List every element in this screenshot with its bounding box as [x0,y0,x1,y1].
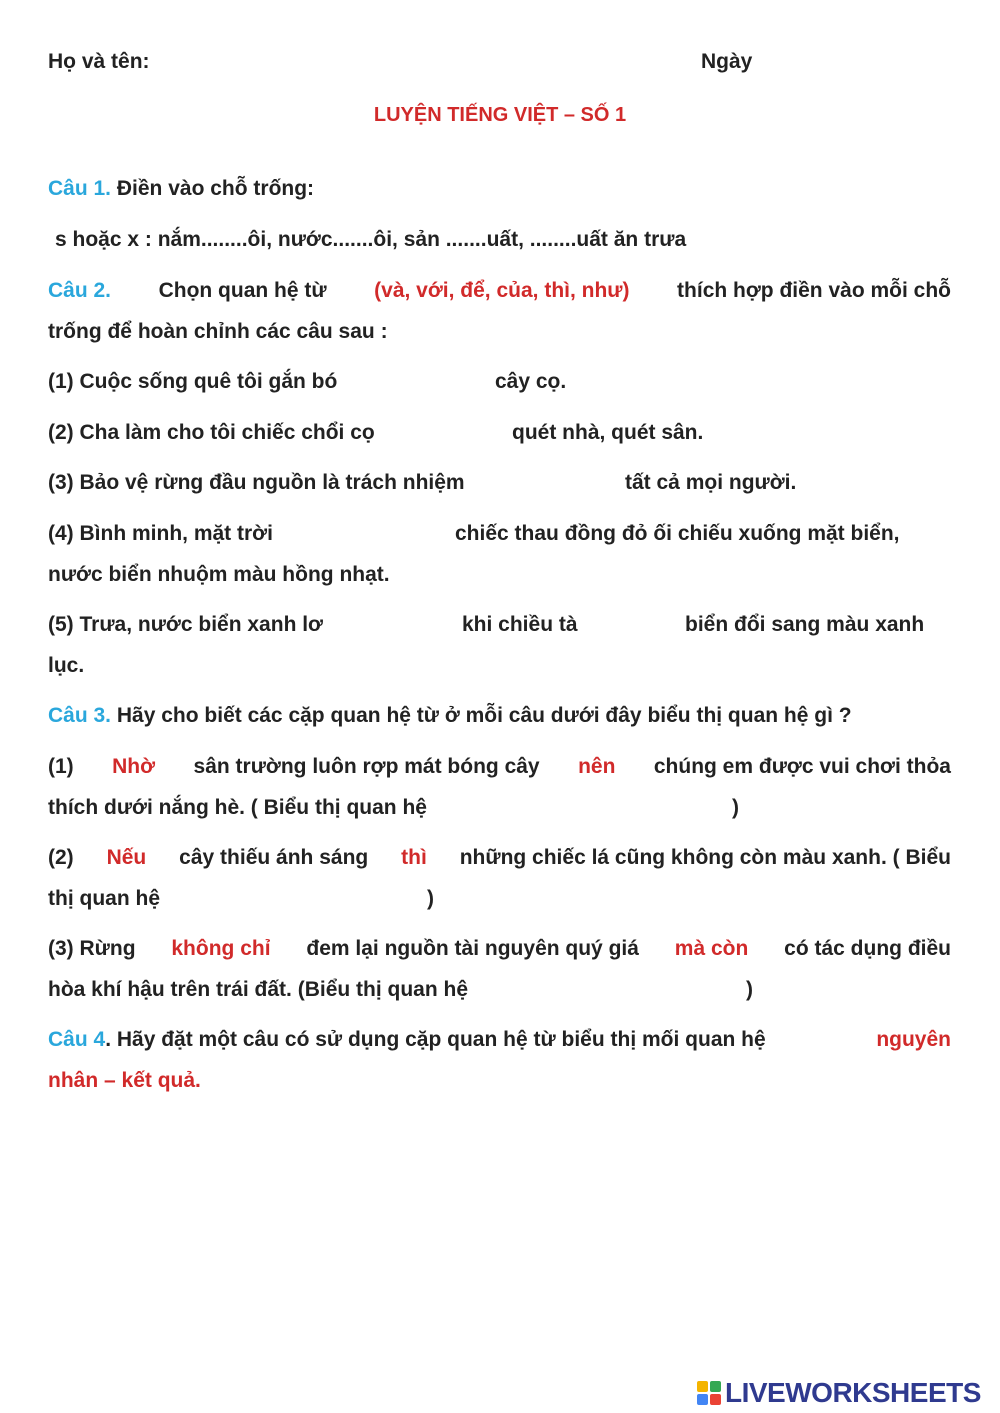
q3-s1-close-paren: ) [732,796,739,819]
q3-s3-connector-2: mà còn [674,937,749,960]
question-3-sentence-3 [48,937,951,961]
question-4-prompt: . Hãy đặt một câu có sử dụng cặp quan hệ từ biểu thị mối quan hệ [105,1028,766,1051]
question-2-prompt-b: thích hợp điền vào mỗi chỗ [677,279,951,302]
q3-s3-text-b: có tác dụng điều [784,937,951,960]
question-2-sentence-1: (1) Cuộc sống quê tôi gắn bó [48,370,338,393]
question-2-label: Câu 2. [48,279,112,302]
question-2-prompt-c: trống để hoàn chỉnh các câu sau : [48,320,388,343]
question-2-sentence-5-mid: khi chiều tà [462,613,578,636]
question-3-prompt: Hãy cho biết các cặp quan hệ từ ở mỗi câu dưới đây biểu thị quan hệ gì ? [116,704,852,727]
q3-s2-text-a: cây thiếu ánh sáng [179,846,369,869]
question-3-sentence-1 [48,755,951,779]
q3-s1-line-2: thích dưới nắng hè. ( Biểu thị quan hệ [48,796,427,819]
question-2-sentence-2: (2) Cha làm cho tôi chiếc chổi cọ [48,421,375,444]
q3-s3-connector-1: không chỉ [171,937,271,960]
q3-s2-connector-2: thì [401,846,427,869]
q3-s3-close-paren: ) [746,978,753,1001]
question-1-label: Câu 1. [48,177,112,200]
liveworksheets-logo [697,1378,981,1408]
q3-s2-close-paren: ) [427,887,434,910]
question-2-sentence-5-tail: biển đổi sang màu xanh [685,613,925,636]
question-3-heading [48,704,852,728]
question-2-prompt-a: Chọn quan hệ từ [158,279,327,302]
question-4-highlight-b: nhân – kết quả. [48,1069,201,1092]
question-3-label: Câu 3. [48,704,112,727]
question-2-word-bank: (và, với, để, của, thì, như) [374,279,630,302]
question-2-sentence-3-end: tất cả mọi người. [625,471,797,494]
q3-s1-text-a: sân trường luôn rợp mát bóng cây [193,755,540,778]
question-4-heading [48,1028,951,1052]
question-2-sentence-5-end: lục. [48,654,85,677]
question-2-sentence-4: (4) Bình minh, mặt trời [48,522,273,545]
q3-s1-num: (1) [48,755,74,778]
question-2-sentence-4-end: nước biển nhuộm màu hồng nhạt. [48,563,390,586]
question-2-heading [48,279,951,303]
name-label: Họ và tên: [48,50,150,73]
question-2-sentence-2-end: quét nhà, quét sân. [512,421,704,444]
question-4-prompt-group [48,1028,766,1052]
q3-s3-line-2: hòa khí hậu trên trái đất. (Biểu thị quan hệ [48,978,469,1001]
question-4-highlight-a: nguyên [876,1028,951,1051]
date-label: Ngày [701,50,753,73]
page-title: LUYỆN TIẾNG VIỆT – SỐ 1 [373,104,627,126]
question-2-sentence-1-end: cây cọ. [495,370,567,393]
question-1-heading [48,177,314,201]
question-1-fill-line: s hoặc x : nắm........ôi, nước.......ôi, sản .......uất, ........uất ăn trưa [55,228,687,251]
liveworksheets-logo-text: LIVEWORKSHEETS [725,1377,981,1408]
question-2-sentence-4-mid: chiếc thau đồng đỏ ối chiếu xuống mặt biển, [455,522,900,545]
question-1-prompt: Điền vào chỗ trống: [116,177,315,200]
q3-s2-connector-1: Nếu [106,846,147,869]
q3-s1-connector-2: nên [578,755,616,778]
q3-s1-text-b: chúng em được vui chơi thỏa [653,755,951,778]
question-4-label: Câu 4 [48,1028,106,1051]
q3-s2-line-2: thị quan hệ [48,887,160,910]
q3-s3-text-a: đem lại nguồn tài nguyên quý giá [306,937,639,960]
q3-s3-num: (3) Rừng [48,937,136,960]
question-2-sentence-5: (5) Trưa, nước biển xanh lơ [48,613,323,636]
question-2-sentence-3: (3) Bảo vệ rừng đầu nguồn là trách nhiệm [48,471,465,494]
q3-s2-num: (2) [48,846,74,869]
question-3-sentence-2 [48,846,951,870]
q3-s1-connector-1: Nhờ [112,755,156,778]
q3-s2-text-b: những chiếc lá cũng không còn màu xanh. ( Biểu [459,846,951,869]
liveworksheets-logo-icon [697,1381,721,1405]
